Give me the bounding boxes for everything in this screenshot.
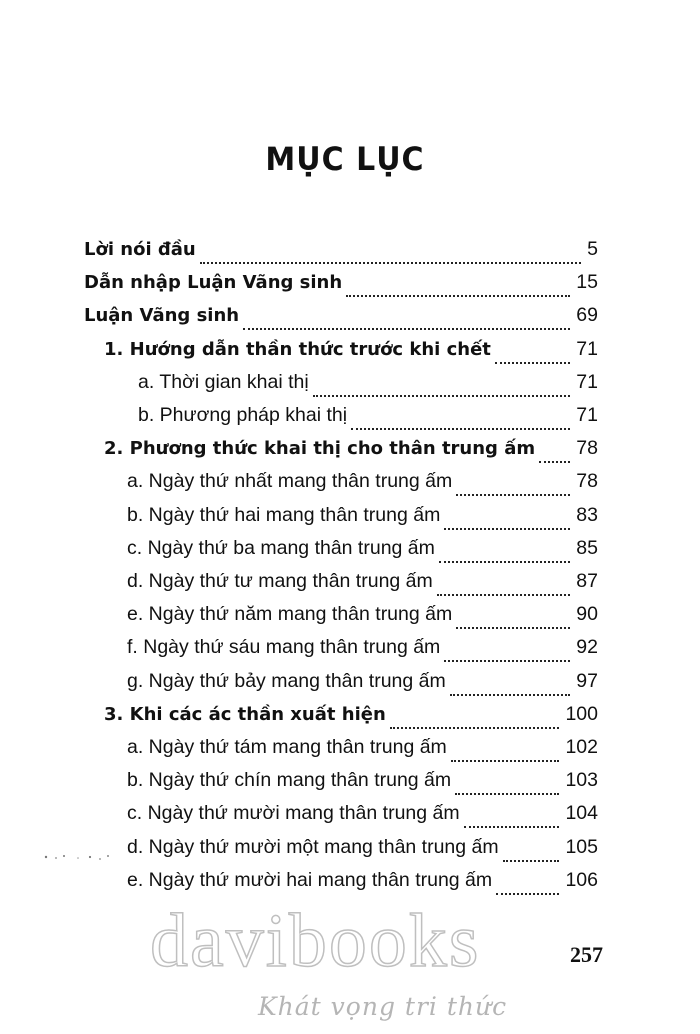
toc-entry-page: 5	[587, 238, 598, 260]
toc-entry	[127, 636, 598, 666]
toc-dot-leader	[455, 792, 559, 795]
toc-entry-title: d. Ngày thứ tư mang thân trung ấm	[127, 570, 433, 592]
toc-entry-page: 97	[576, 669, 598, 692]
toc-entry	[127, 836, 598, 866]
toc-entry	[84, 271, 598, 301]
toc-dot-leader	[243, 327, 570, 330]
toc-entry	[127, 470, 598, 500]
toc-entry-title: e. Ngày thứ mười hai mang thân trung ấm	[127, 868, 493, 891]
toc-entry-title: 1. Hướng dẫn thần thức trước khi chết	[104, 338, 491, 360]
toc-entry	[84, 304, 598, 334]
toc-entry-title: e. Ngày thứ năm mang thân trung ấm	[127, 603, 453, 626]
watermark-slogan: Khát vọng tri thức	[258, 992, 508, 1021]
toc-dot-leader	[437, 593, 571, 596]
toc-entry	[127, 869, 598, 899]
toc-entry-page: 103	[565, 769, 598, 792]
toc-entry-page: 78	[576, 470, 598, 493]
toc-entry-page: 105	[565, 835, 598, 858]
toc-entry-title: b. Ngày thứ chín mang thân trung ấm	[127, 769, 452, 792]
toc-entry-title: 3. Khi các ác thần xuất hiện	[104, 703, 386, 725]
toc-entry	[127, 736, 598, 766]
toc-entry-title: b. Phương pháp khai thị	[138, 404, 348, 426]
toc-dot-leader	[200, 261, 581, 264]
toc-entry-page: 102	[565, 736, 598, 758]
toc-entry	[127, 802, 598, 832]
toc-entry-page: 69	[576, 304, 598, 327]
toc-dot-leader	[346, 294, 570, 297]
toc-entry-page: 92	[576, 636, 598, 659]
toc-entry-title: d. Ngày thứ mười một mang thân trung ấm	[127, 835, 499, 858]
toc-entry-page: 85	[576, 536, 598, 559]
toc-entry	[104, 338, 598, 368]
toc-dot-leader	[444, 659, 570, 662]
toc-entry-page: 100	[565, 702, 598, 725]
toc-dot-leader	[456, 493, 570, 496]
toc-entry-title: Luận Vãng sinh	[84, 305, 240, 327]
toc-entry-page: 83	[576, 503, 598, 526]
toc-entry-title: a. Ngày thứ nhất mang thân trung ấm	[127, 470, 453, 493]
toc-entry-title: Lời nói đầu	[84, 239, 196, 260]
toc-entry-title: c. Ngày thứ ba mang thân trung ấm	[127, 536, 435, 559]
toc-dot-leader	[351, 427, 570, 430]
toc-entry-title: c. Ngày thứ mười mang thân trung ấm	[127, 802, 460, 825]
toc-entry	[104, 437, 598, 467]
toc-entry-page: 71	[576, 404, 598, 426]
toc-entry	[127, 570, 598, 600]
toc-entry-title: a. Ngày thứ tám mang thân trung ấm	[127, 736, 447, 758]
toc-entry	[127, 603, 598, 633]
toc-entry-page: 78	[576, 437, 598, 460]
toc-entry	[104, 703, 598, 733]
toc-entry	[127, 670, 598, 700]
toc-dot-leader	[496, 892, 559, 895]
toc-entry-title: 2. Phương thức khai thị cho thân trung ấm	[104, 438, 536, 460]
toc-entry-page: 87	[576, 570, 598, 592]
toc-entry	[127, 769, 598, 799]
toc-entry-page: 71	[576, 370, 598, 393]
toc-dot-leader	[451, 759, 560, 762]
toc-entry-page: 71	[576, 337, 598, 360]
toc-entry-page: 106	[565, 868, 598, 891]
toc-dot-leader	[456, 626, 570, 629]
toc-dot-leader	[464, 825, 560, 828]
toc-dot-leader	[313, 394, 571, 397]
toc-entry	[84, 238, 598, 268]
toc-dot-leader	[495, 361, 570, 364]
toc-entry	[127, 537, 598, 567]
toc-dot-leader	[390, 726, 560, 729]
page-title: MỤC LỤC	[265, 140, 425, 179]
toc-dot-leader	[444, 527, 570, 530]
toc-entry-title: f. Ngày thứ sáu mang thân trung ấm	[127, 636, 441, 659]
toc-entry-title: b. Ngày thứ hai mang thân trung ấm	[127, 503, 441, 526]
toc-entry	[138, 371, 598, 401]
toc-dot-leader	[439, 560, 570, 563]
toc-dot-leader	[539, 460, 570, 463]
toc-dot-leader	[503, 859, 560, 862]
toc-dot-leader	[450, 693, 571, 696]
toc-entry	[138, 404, 598, 434]
toc-entry-title: a. Thời gian khai thị	[138, 370, 309, 393]
toc-entry-page: 90	[576, 603, 598, 626]
page-number: 257	[570, 942, 603, 967]
toc-entry-page: 104	[565, 802, 598, 825]
toc-entry-title: Dẫn nhập Luận Vãng sinh	[84, 272, 343, 294]
toc-entry	[127, 504, 598, 534]
watermark-logo: davibooks	[150, 899, 481, 983]
scan-specks	[42, 852, 122, 862]
toc-entry-title: g. Ngày thứ bảy mang thân trung ấm	[127, 669, 446, 692]
toc-entry-page: 15	[576, 271, 598, 294]
